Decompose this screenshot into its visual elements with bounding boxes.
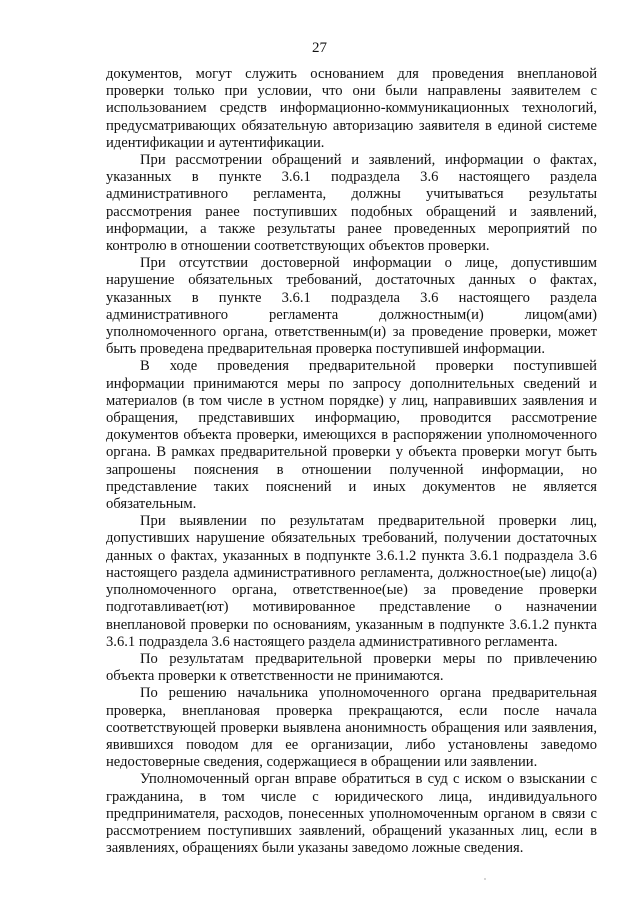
paragraph-3: При отсутствии достоверной информации о лице, допустившим нарушение обязательных требований, достаточных данных о фактах, указанных в пункте 3.6.1 подраздела 3.6 настоящего раздела административного регламента должностным(и) лицом(ами) уполномоченного органа, ответственным(и) за проведение проверки, может быть проведена предварительная проверка поступившей информации. (106, 255, 597, 358)
paragraph-6: По результатам предварительной проверки меры по привлечению объекта проверки к ответственности не принимаются. (106, 650, 597, 685)
paragraph-2: При рассмотрении обращений и заявлений, информации о фактах, указанных в пункте 3.6.1 подраздела 3.6 настоящего раздела административного регламента, должны учитываться результаты рассмотрения ранее поступивших подобных обращений и заявлений, информации, а также результаты ранее проведенных мероприятий по контролю в отношении соответствующих объектов проверки. (106, 152, 597, 255)
paragraph-8: Уполномоченный орган вправе обратиться в суд с иском о взыскании с гражданина, в том числе с юридического лица, индивидуального предпринимателя, расходов, понесенных уполномоченным органом в связи с рассмотрением поступивших заявлений, обращений указанных лиц, если в заявлениях, обращениях были указаны заведомо ложные сведения. (106, 771, 597, 857)
paragraph-7: По решению начальника уполномоченного органа предварительная проверка, внеплановая проверка прекращаются, если после начала соответствующей проверки выявлена анонимность обращения или заявления, явившихся поводом для ее организации, либо установлены заведомо недостоверные сведения, содержащиеся в обращении или заявлении. (106, 685, 597, 771)
paragraph-1: документов, могут служить основанием для проведения внеплановой проверки только при условии, что они были направлены заявителем с использованием средств информационно-коммуникационных технологий, предусматривающих обязательную авторизацию заявителя в единой системе идентификации и аутентификации. (106, 66, 597, 151)
document-body (106, 66, 597, 857)
scan-artifact-dot (484, 878, 486, 880)
paragraph-5: При выявлении по результатам предварительной проверки лиц, допустивших нарушение обязательных требований, получении достаточных данных о фактах, указанных в подпункте 3.6.1.2 пункта 3.6.1 подраздела 3.6 настоящего раздела административного регламента, должностное(ые) лицо(а) уполномоченного органа, ответственное(ые) за проведение проверки подготавливает(ют) мотивированное представление о назначении внеплановой проверки по основаниям, указанным в подпункте 3.6.1.2 пункта 3.6.1 подраздела 3.6 настоящего раздела административного регламента. (106, 513, 597, 650)
paragraph-4: В ходе проведения предварительной проверки поступившей информации принимаются меры по запросу дополнительных сведений и материалов (в том числе в устном порядке) у лиц, направивших заявления и обращения, представивших информацию, проводится рассмотрение документов объекта проверки, имеющихся в распоряжении уполномоченного органа. В рамках предварительной проверки у объекта проверки могут быть запрошены пояснения в отношении полученной информации, но представление таких пояснений и иных документов не является обязательным. (106, 358, 597, 513)
page-number: 27 (312, 40, 327, 56)
